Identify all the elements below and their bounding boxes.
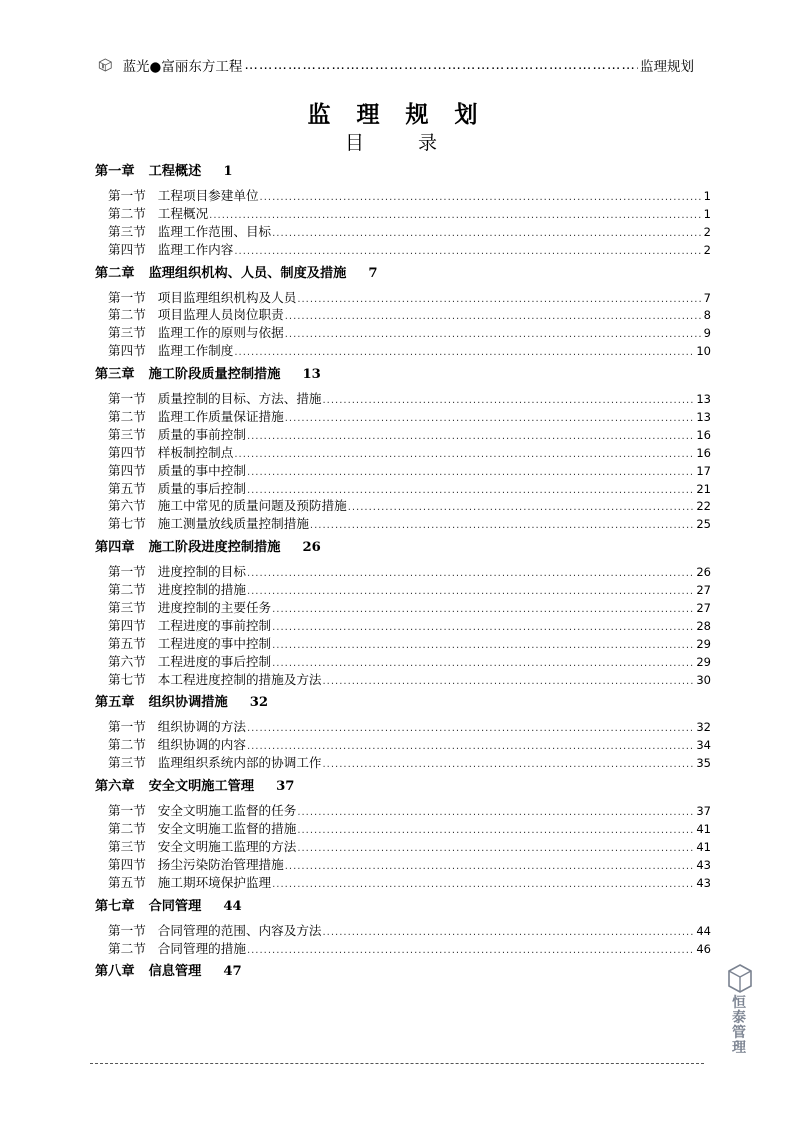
dot-leader — [285, 413, 696, 424]
section-page-number: 27 — [696, 583, 711, 598]
chapter-page-number: 13 — [302, 367, 321, 383]
dot-leader — [285, 861, 696, 872]
dot-leader — [247, 485, 695, 496]
section-page-number: 30 — [696, 672, 711, 687]
section-title: 施工期环境保护监理 — [157, 874, 272, 890]
section-number: 第二节 — [108, 737, 146, 753]
chapter-number: 第二章 — [95, 265, 135, 281]
toc-section-row[interactable] — [95, 615, 711, 633]
chapter-title: 工程概述 — [148, 164, 202, 179]
section-title: 进度控制的目标 — [157, 564, 246, 580]
section-number: 第七节 — [108, 516, 146, 532]
section-title: 工程进度的事前控制 — [157, 617, 272, 633]
chapter-page-number: 47 — [223, 964, 242, 980]
dot-leader — [247, 568, 695, 579]
section-page-number: 16 — [696, 445, 711, 460]
chapter-title: 组织协调措施 — [148, 695, 228, 711]
chapter-number: 第三章 — [95, 367, 135, 383]
section-number: 第三节 — [108, 600, 146, 616]
toc-section-row[interactable] — [95, 734, 711, 752]
toc-section-row[interactable] — [95, 221, 711, 239]
dot-leader — [323, 759, 696, 770]
chapter-number: 第七章 — [95, 898, 135, 914]
chapter-page-number: 32 — [249, 695, 269, 711]
dot-leader — [234, 246, 702, 257]
section-title: 施工中常见的质量问题及预防措施 — [157, 498, 347, 514]
header-project-name: 蓝光●富丽东方工程 — [122, 59, 243, 75]
section-title: 监理工作制度 — [157, 343, 234, 359]
toc-section-row[interactable] — [95, 304, 711, 322]
brand-logo-icon — [727, 964, 753, 994]
toc-section-list — [95, 284, 711, 359]
section-page-number: 44 — [696, 923, 711, 938]
section-title: 质量的事中控制 — [157, 462, 246, 478]
toc-section-row[interactable] — [95, 460, 711, 478]
chapter-title: 施工阶段进度控制措施 — [148, 540, 281, 556]
section-page-number: 29 — [696, 636, 711, 651]
section-title: 安全文明施工监督的任务 — [157, 803, 297, 819]
chapter-title: 安全文明施工管理 — [148, 779, 255, 795]
table-of-contents — [95, 160, 711, 982]
section-number: 第四节 — [108, 444, 146, 460]
toc-chapter-row[interactable] — [95, 160, 711, 182]
toc-section-row[interactable] — [95, 185, 711, 203]
section-number: 第一节 — [108, 719, 146, 735]
toc-section-row[interactable] — [95, 920, 711, 938]
chapter-page-number: 44 — [223, 898, 242, 914]
page-header — [98, 52, 694, 78]
section-page-number: 1 — [703, 206, 711, 221]
section-number: 第三节 — [108, 426, 146, 442]
section-title: 质量的事后控制 — [157, 480, 246, 496]
dot-leader — [272, 879, 695, 890]
chapter-page-number: 26 — [302, 540, 321, 556]
section-title: 质量控制的目标、方法、措施 — [157, 391, 322, 407]
section-number: 第六节 — [108, 498, 146, 514]
section-title: 合同管理的范围、内容及方法 — [157, 922, 322, 938]
toc-section-row[interactable] — [95, 406, 711, 424]
section-title: 监理工作的原则与依据 — [157, 325, 284, 341]
dot-leader — [247, 945, 695, 956]
section-title: 扬尘污染防治管理措施 — [157, 856, 284, 872]
section-page-number: 27 — [696, 601, 711, 616]
section-title: 工程概况 — [157, 205, 209, 221]
section-page-number: 32 — [696, 720, 711, 735]
toc-chapter-row[interactable] — [95, 691, 711, 713]
section-title: 样板制控制点 — [157, 444, 234, 460]
toc-section-row[interactable] — [95, 938, 711, 956]
toc-chapter-row[interactable] — [95, 363, 711, 385]
section-number: 第一节 — [108, 803, 146, 819]
section-page-number: 29 — [696, 654, 711, 669]
section-title: 本工程进度控制的措施及方法 — [157, 671, 322, 687]
dot-leader — [209, 210, 703, 221]
toc-section-row[interactable] — [95, 561, 711, 579]
dot-leader — [247, 586, 695, 597]
dot-leader — [297, 825, 695, 836]
section-number: 第七节 — [108, 671, 146, 687]
dot-leader — [272, 658, 695, 669]
toc-section-row[interactable] — [95, 340, 711, 358]
section-number: 第一节 — [108, 188, 146, 203]
toc-chapter-row[interactable] — [95, 895, 711, 917]
toc-section-row[interactable] — [95, 203, 711, 221]
chapter-page-number: 1 — [223, 164, 233, 179]
section-title: 安全文明施工监督的措施 — [157, 821, 297, 837]
dot-leader — [234, 449, 695, 460]
document-title: 监 理 规 划 — [307, 101, 487, 128]
section-page-number: 16 — [696, 427, 711, 442]
section-page-number: 37 — [696, 804, 711, 819]
section-number: 第五节 — [108, 635, 146, 651]
section-title: 质量的事前控制 — [157, 426, 246, 442]
section-page-number: 9 — [703, 326, 711, 341]
dot-leader — [247, 723, 695, 734]
dot-leader — [323, 676, 696, 687]
section-title: 工程项目参建单位 — [157, 188, 259, 203]
section-title: 监理工作内容 — [157, 241, 234, 257]
dot-leader — [247, 741, 695, 752]
chapter-page-number: 7 — [368, 265, 378, 281]
section-title: 组织协调的方法 — [157, 719, 246, 735]
toc-section-list — [95, 797, 711, 889]
dot-leader — [247, 431, 695, 442]
company-logo-icon — [98, 55, 113, 75]
section-number: 第三节 — [108, 223, 146, 239]
section-page-number: 46 — [696, 941, 711, 956]
section-number: 第四节 — [108, 617, 146, 633]
section-title: 组织协调的内容 — [157, 737, 246, 753]
chapter-page-number: 37 — [276, 779, 295, 795]
dot-leader — [234, 347, 695, 358]
section-number: 第五节 — [108, 480, 146, 496]
section-number: 第一节 — [108, 391, 146, 407]
dot-leader — [272, 622, 695, 633]
dot-leader — [272, 640, 695, 651]
toc-section-row[interactable] — [95, 872, 711, 890]
chapter-title: 施工阶段质量控制措施 — [148, 367, 281, 383]
section-number: 第六节 — [108, 653, 146, 669]
toc-section-row[interactable] — [95, 818, 711, 836]
section-page-number: 26 — [696, 565, 711, 580]
toc-section-row[interactable] — [95, 478, 711, 496]
section-page-number: 43 — [696, 857, 711, 872]
section-title: 进度控制的措施 — [157, 582, 246, 598]
header-dot-leader — [244, 57, 638, 73]
section-title: 监理工作范围、目标 — [157, 223, 272, 239]
section-number: 第二节 — [108, 205, 146, 221]
section-page-number: 13 — [696, 410, 711, 425]
chapter-number: 第八章 — [95, 964, 135, 980]
toc-chapter-row[interactable] — [95, 536, 711, 558]
toc-section-list — [95, 385, 711, 531]
dot-leader — [285, 311, 703, 322]
section-page-number: 8 — [703, 308, 711, 323]
dot-leader — [297, 294, 702, 305]
toc-section-row[interactable] — [95, 388, 711, 406]
section-page-number: 21 — [696, 481, 711, 496]
header-doc-name: 监理规划 — [640, 59, 694, 75]
section-page-number: 17 — [696, 463, 711, 478]
section-page-number: 2 — [703, 224, 711, 239]
toc-section-row[interactable] — [95, 669, 711, 687]
chapter-title: 监理组织机构、人员、制度及措施 — [148, 265, 347, 281]
dot-leader — [297, 843, 695, 854]
section-number: 第四节 — [108, 856, 146, 872]
section-page-number: 10 — [696, 344, 711, 359]
section-title: 进度控制的主要任务 — [157, 600, 272, 616]
section-page-number: 28 — [696, 618, 711, 633]
section-number: 第三节 — [108, 838, 146, 854]
dot-leader — [247, 467, 695, 478]
toc-section-row[interactable] — [95, 442, 711, 460]
section-page-number: 25 — [696, 517, 711, 532]
toc-section-row[interactable] — [95, 322, 711, 340]
chapter-number: 第一章 — [95, 164, 135, 179]
toc-section-list — [95, 182, 711, 257]
section-number: 第二节 — [108, 582, 146, 598]
section-number: 第三节 — [108, 325, 146, 341]
toc-section-row[interactable] — [95, 579, 711, 597]
dot-leader — [297, 807, 695, 818]
toc-section-row[interactable] — [95, 597, 711, 615]
dot-leader — [348, 502, 696, 513]
toc-section-row[interactable] — [95, 800, 711, 818]
footer-divider — [90, 1063, 704, 1064]
toc-section-list — [95, 713, 711, 770]
section-number: 第一节 — [108, 922, 146, 938]
section-title: 施工测量放线质量控制措施 — [157, 516, 309, 532]
section-number: 第一节 — [108, 289, 146, 305]
section-page-number: 22 — [696, 499, 711, 514]
section-number: 第二节 — [108, 821, 146, 837]
dot-leader — [323, 395, 696, 406]
section-number: 第三节 — [108, 755, 146, 771]
section-page-number: 1 — [703, 189, 711, 203]
section-number: 第四节 — [108, 343, 146, 359]
section-number: 第四节 — [108, 462, 146, 478]
section-title: 监理组织系统内部的协调工作 — [157, 755, 322, 771]
toc-section-row[interactable] — [95, 651, 711, 669]
chapter-number: 第四章 — [95, 540, 135, 556]
section-page-number: 43 — [696, 875, 711, 890]
section-page-number: 34 — [696, 738, 711, 753]
dot-leader — [323, 927, 696, 938]
chapter-title: 合同管理 — [148, 898, 202, 914]
section-number: 第五节 — [108, 874, 146, 890]
section-page-number: 2 — [703, 242, 711, 257]
section-title: 监理工作质量保证措施 — [157, 409, 284, 425]
section-page-number: 41 — [696, 839, 711, 854]
toc-section-row[interactable] — [95, 633, 711, 651]
toc-section-row[interactable] — [95, 513, 711, 531]
dot-leader — [310, 520, 695, 531]
toc-section-row[interactable] — [95, 854, 711, 872]
toc-section-list — [95, 558, 711, 686]
section-title: 工程进度的事中控制 — [157, 635, 272, 651]
section-title: 工程进度的事后控制 — [157, 653, 272, 669]
toc-section-row[interactable] — [95, 287, 711, 305]
toc-section-row[interactable] — [95, 752, 711, 770]
section-title: 项目监理人员岗位职责 — [157, 307, 284, 323]
toc-section-row[interactable] — [95, 836, 711, 854]
brand-text: 恒泰管理 — [732, 995, 746, 1056]
brand-watermark — [727, 964, 753, 1076]
section-number: 第四节 — [108, 241, 146, 257]
toc-section-row[interactable] — [95, 716, 711, 734]
section-title: 项目监理组织机构及人员 — [157, 289, 297, 305]
toc-heading: 目 录 — [344, 132, 462, 154]
section-number: 第二节 — [108, 307, 146, 323]
dot-leader — [285, 329, 703, 340]
toc-section-row[interactable] — [95, 239, 711, 257]
section-number: 第二节 — [108, 940, 146, 956]
section-page-number: 7 — [703, 290, 711, 305]
toc-chapter-row[interactable] — [95, 775, 711, 797]
dot-leader — [272, 228, 703, 239]
section-page-number: 13 — [696, 392, 711, 407]
toc-section-row[interactable] — [95, 495, 711, 513]
toc-section-list — [95, 917, 711, 956]
section-number: 第二节 — [108, 409, 146, 425]
section-page-number: 35 — [696, 756, 711, 771]
chapter-number: 第六章 — [95, 779, 135, 795]
section-number: 第一节 — [108, 564, 146, 580]
dot-leader — [272, 604, 695, 615]
toc-chapter-row[interactable] — [95, 960, 711, 982]
dot-leader — [260, 192, 703, 203]
chapter-title: 信息管理 — [148, 964, 202, 980]
toc-section-row[interactable] — [95, 424, 711, 442]
chapter-number: 第五章 — [95, 695, 135, 711]
section-title: 合同管理的措施 — [157, 940, 246, 956]
section-page-number: 41 — [696, 822, 711, 837]
toc-chapter-row[interactable] — [95, 262, 711, 284]
section-title: 安全文明施工监理的方法 — [157, 838, 297, 854]
